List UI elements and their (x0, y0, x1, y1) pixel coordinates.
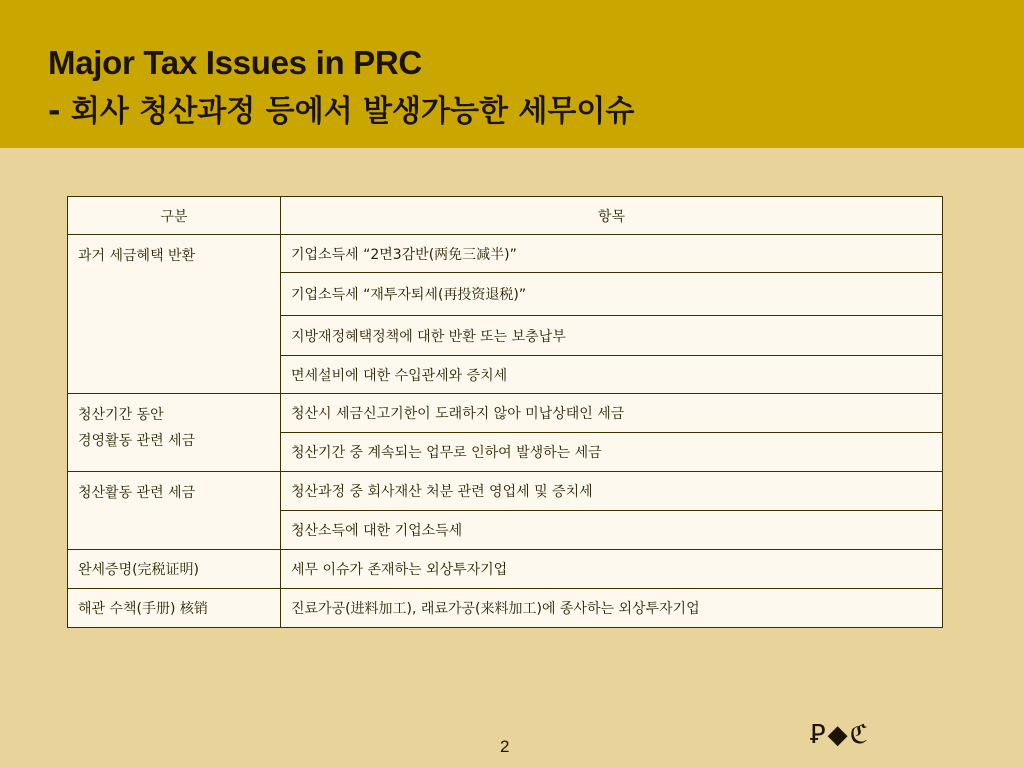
slide-title: Major Tax Issues in PRC (48, 44, 422, 81)
category-cell: 과거 세금혜택 반환 (68, 235, 281, 394)
category-cell: 청산활동 관련 세금 (68, 472, 281, 550)
table-row (68, 394, 943, 433)
item-cell: 면세설비에 대한 수입관세와 증치세 (281, 356, 943, 394)
category-line: 경영활동 관련 세금 (78, 433, 196, 449)
category-cell: 완세증명(完税证明) (68, 550, 281, 589)
table-row (68, 235, 943, 273)
tax-issues-table (67, 196, 943, 628)
table-row (68, 550, 943, 589)
table-header-row (68, 197, 943, 235)
category-cell (68, 394, 281, 472)
item-cell: 청산소득에 대한 기업소득세 (281, 511, 943, 550)
header-item: 항목 (281, 197, 943, 235)
item-cell: 기업소득세 “재투자퇴세(再投资退税)” (281, 273, 943, 316)
title-bar (0, 0, 1024, 148)
item-cell: 지방재정혜택정책에 대한 반환 또는 보충납부 (281, 316, 943, 356)
page-number: 2 (500, 737, 510, 756)
item-cell: 청산기간 중 계속되는 업무로 인하여 발생하는 세금 (281, 433, 943, 472)
item-cell: 청산시 세금신고기한이 도래하지 않아 미납상태인 세금 (281, 394, 943, 433)
item-cell: 청산과정 중 회사재산 처분 관련 영업세 및 증치세 (281, 472, 943, 511)
slide-subtitle: - 회사 청산과정 등에서 발생가능한 세무이슈 (48, 94, 635, 129)
item-cell: 기업소득세 “2면3감반(两免三减半)” (281, 235, 943, 273)
category-cell: 해관 수책(手册) 核销 (68, 589, 281, 628)
table-row (68, 589, 943, 628)
category-line: 청산기간 동안 (78, 407, 164, 423)
item-cell: 세무 이슈가 존재하는 외상투자기업 (281, 550, 943, 589)
table-row (68, 472, 943, 511)
item-cell: 진료가공(进料加工), 래료가공(来料加工)에 종사하는 외상투자기업 (281, 589, 943, 628)
header-category: 구분 (68, 197, 281, 235)
company-logo-icon: Ꝑ◆ℭ (810, 720, 870, 750)
